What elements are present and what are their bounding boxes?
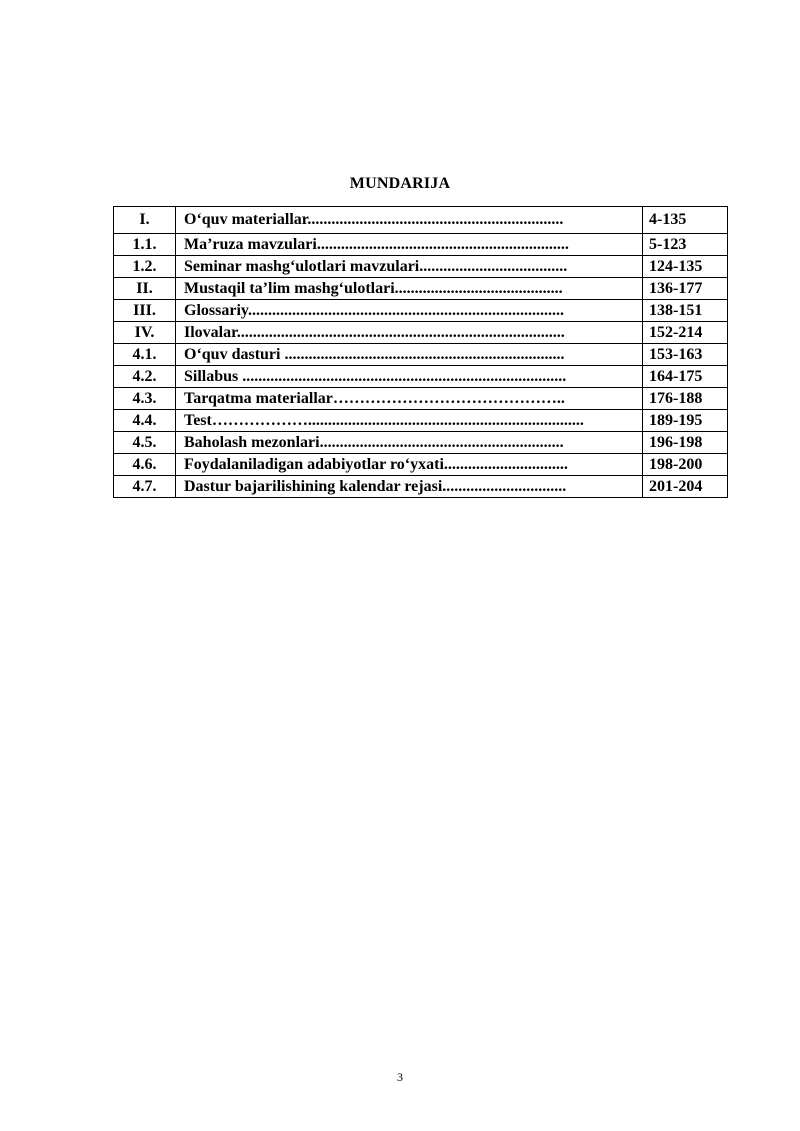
toc-pages: 201-204 [643, 476, 728, 498]
toc-row [114, 256, 728, 278]
toc-pages: 164-175 [643, 366, 728, 388]
toc-pages: 176-188 [643, 388, 728, 410]
toc-number: 4.7. [114, 476, 176, 498]
toc-number: III. [114, 300, 176, 322]
toc-title: Sillabus ................................................................................. [176, 366, 643, 388]
toc-number: IV. [114, 322, 176, 344]
toc-title: Glossariy............................................................................... [176, 300, 643, 322]
toc-number: 4.1. [114, 344, 176, 366]
toc-pages: 5-123 [643, 234, 728, 256]
toc-title: O‘quv dasturi ...................................................................... [176, 344, 643, 366]
toc-row [114, 432, 728, 454]
page-number: 3 [397, 1070, 403, 1084]
toc-number: I. [114, 207, 176, 234]
toc-title: Foydalaniladigan adabiyotlar ro‘yxati............................... [176, 454, 643, 476]
toc-number: 4.3. [114, 388, 176, 410]
toc-title: Mustaqil ta’lim mashg‘ulotlari.......................................... [176, 278, 643, 300]
toc-pages: 138-151 [643, 300, 728, 322]
toc-row [114, 344, 728, 366]
toc-row [114, 278, 728, 300]
toc-title: Ma’ruza mavzulari............................................................... [176, 234, 643, 256]
toc-row [114, 300, 728, 322]
toc-number: 4.5. [114, 432, 176, 454]
toc-pages: 153-163 [643, 344, 728, 366]
toc-number: 4.6. [114, 454, 176, 476]
toc-title: Dastur bajarilishining kalendar rejasi............................... [176, 476, 643, 498]
toc-number: 1.2. [114, 256, 176, 278]
toc-pages: 198-200 [643, 454, 728, 476]
toc-pages: 124-135 [643, 256, 728, 278]
toc-title: Ilovalar.................................................................................. [176, 322, 643, 344]
toc-pages: 196-198 [643, 432, 728, 454]
toc-row [114, 234, 728, 256]
toc-row [114, 410, 728, 432]
toc-title: Test………………..................................................................... [176, 410, 643, 432]
toc-number: 1.1. [114, 234, 176, 256]
toc-pages: 189-195 [643, 410, 728, 432]
toc-row [114, 322, 728, 344]
table-of-contents [113, 206, 728, 498]
toc-pages: 136-177 [643, 278, 728, 300]
toc-title: Tarqatma materiallar…………………………………….. [176, 388, 643, 410]
toc-number: 4.2. [114, 366, 176, 388]
toc-title: Baholash mezonlari............................................................. [176, 432, 643, 454]
toc-pages: 152-214 [643, 322, 728, 344]
toc-title: O‘quv materiallar................................................................ [176, 207, 643, 234]
toc-title: Seminar mashg‘ulotlari mavzulari..................................... [176, 256, 643, 278]
toc-row [114, 366, 728, 388]
toc-row [114, 207, 728, 234]
page-title: MUNDARIJA [349, 175, 451, 192]
toc-row [114, 476, 728, 498]
toc-number: II. [114, 278, 176, 300]
toc-row [114, 454, 728, 476]
toc-number: 4.4. [114, 410, 176, 432]
toc-row [114, 388, 728, 410]
toc-pages: 4-135 [643, 207, 728, 234]
